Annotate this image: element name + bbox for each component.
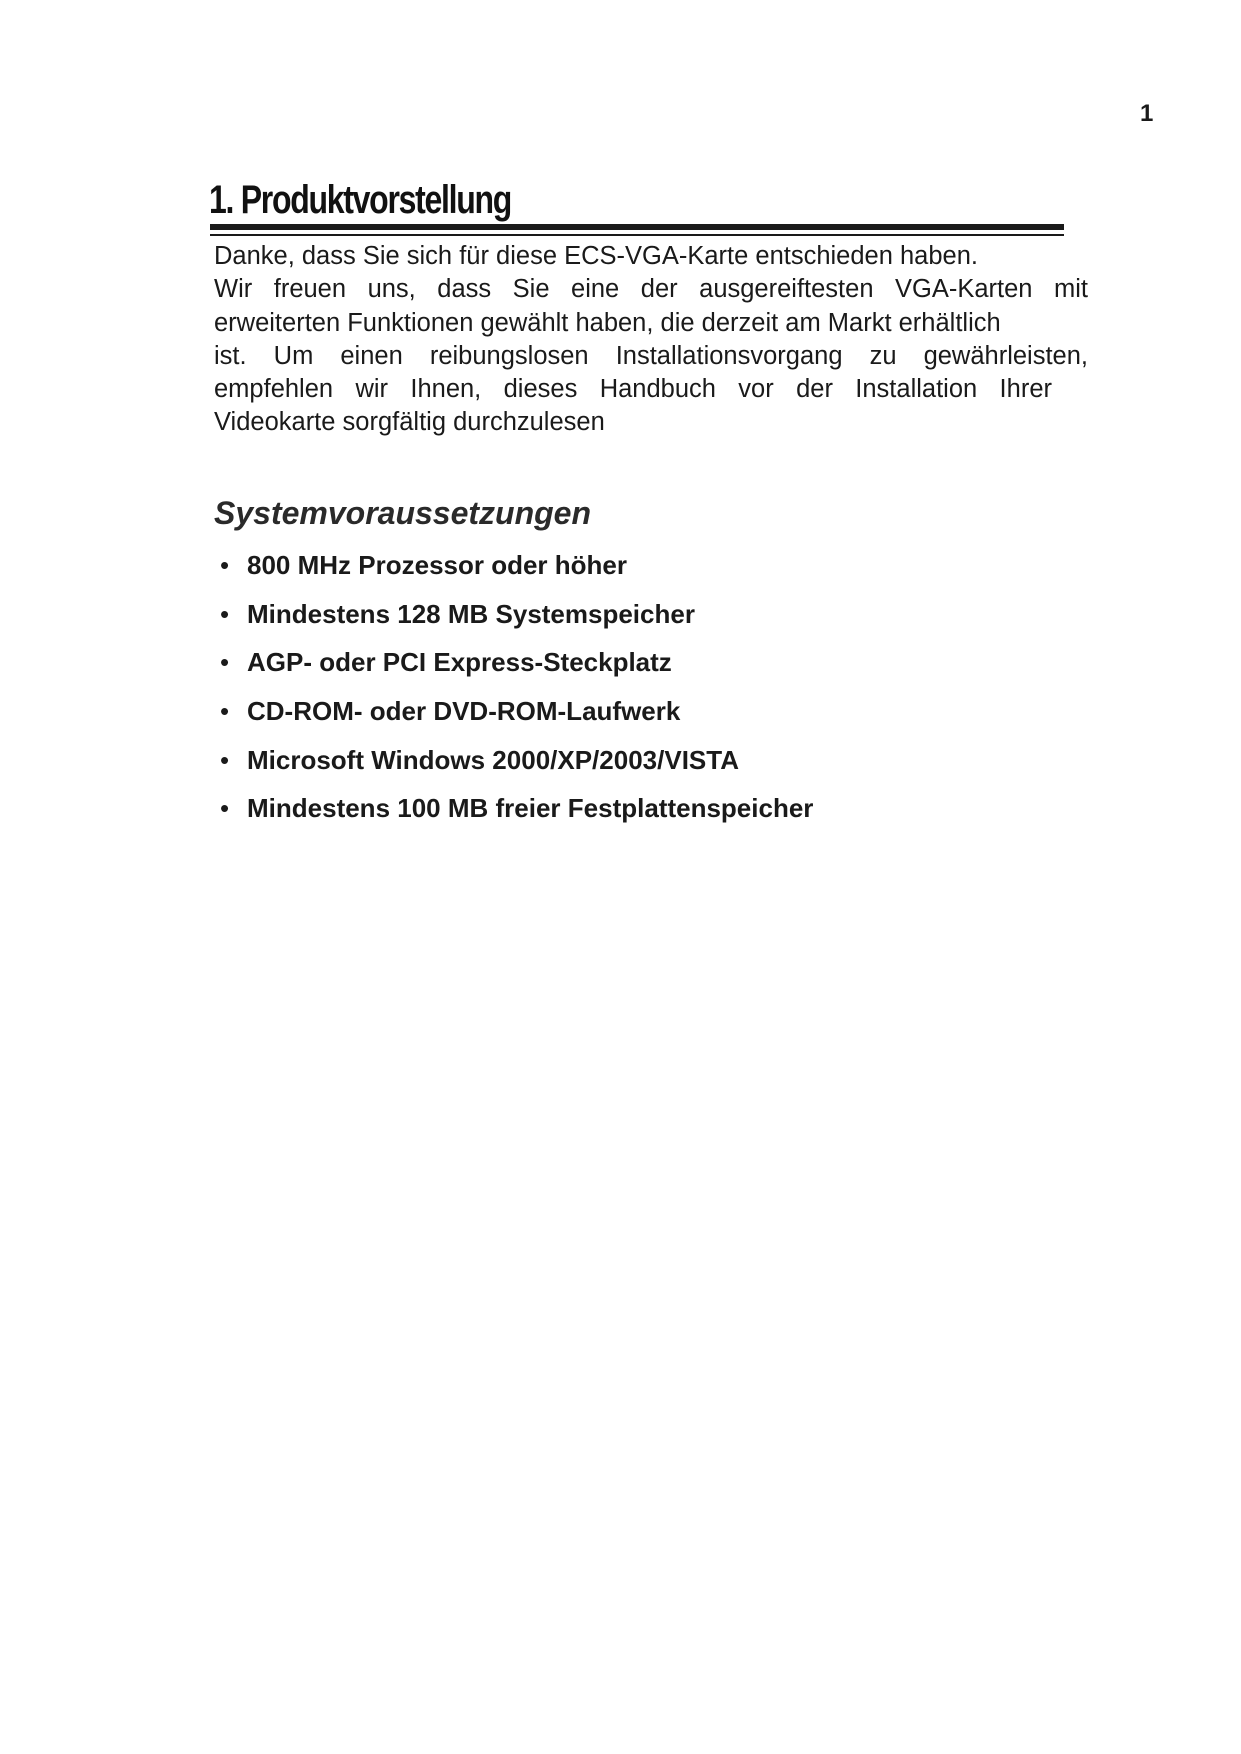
title-rule-thin-line (210, 234, 1064, 236)
intro-line: empfehlen wir Ihnen, dieses Handbuch vor der Installation Ihrer (214, 375, 1052, 404)
list-item-text: Mindestens 128 MB Systemspeicher (247, 598, 695, 629)
intro-line: Videokarte sorgfältig durchzulesen (214, 408, 605, 437)
list-item-text: Microsoft Windows 2000/XP/2003/VISTA (247, 744, 739, 775)
list-item-text: 800 MHz Prozessor oder höher (247, 550, 627, 580)
chapter-title: 1. Produktvorstellung (209, 178, 512, 222)
bullet-icon: • (220, 696, 230, 727)
list-item (214, 597, 813, 646)
bullet-icon: • (220, 598, 230, 629)
intro-line: erweiterten Funktionen gewählt haben, die derzeit am Markt erhältlich (214, 308, 1001, 337)
list-item (214, 694, 813, 743)
list-item-text: CD-ROM- oder DVD-ROM-Laufwerk (247, 696, 681, 727)
list-item-text: AGP- oder PCI Express-Steckplatz (247, 647, 672, 678)
requirements-list (214, 548, 813, 840)
list-item (214, 743, 813, 792)
title-underline-rule (210, 224, 1064, 239)
bullet-icon: • (220, 647, 230, 678)
list-item (214, 791, 813, 840)
list-item (214, 548, 813, 597)
list-item-text: Mindestens 100 MB freier Festplattenspeicher (247, 793, 814, 824)
intro-line: Danke, dass Sie sich für diese ECS-VGA-Karte entschieden haben. (214, 242, 978, 270)
bullet-icon: • (220, 744, 230, 775)
requirements-heading: Systemvoraussetzungen (214, 495, 592, 531)
intro-paragraph (214, 240, 1088, 440)
intro-line: Wir freuen uns, dass Sie eine der ausgereiftesten VGA-Karten mit (214, 275, 1088, 304)
list-item (214, 645, 813, 694)
title-rule-thick-line (210, 224, 1064, 230)
page-number: 1 (1140, 100, 1154, 127)
bullet-icon: • (220, 793, 230, 824)
bullet-icon: • (220, 550, 230, 580)
intro-line: ist. Um einen reibungslosen Installationsvorgang zu gewährleisten, (214, 341, 1088, 370)
